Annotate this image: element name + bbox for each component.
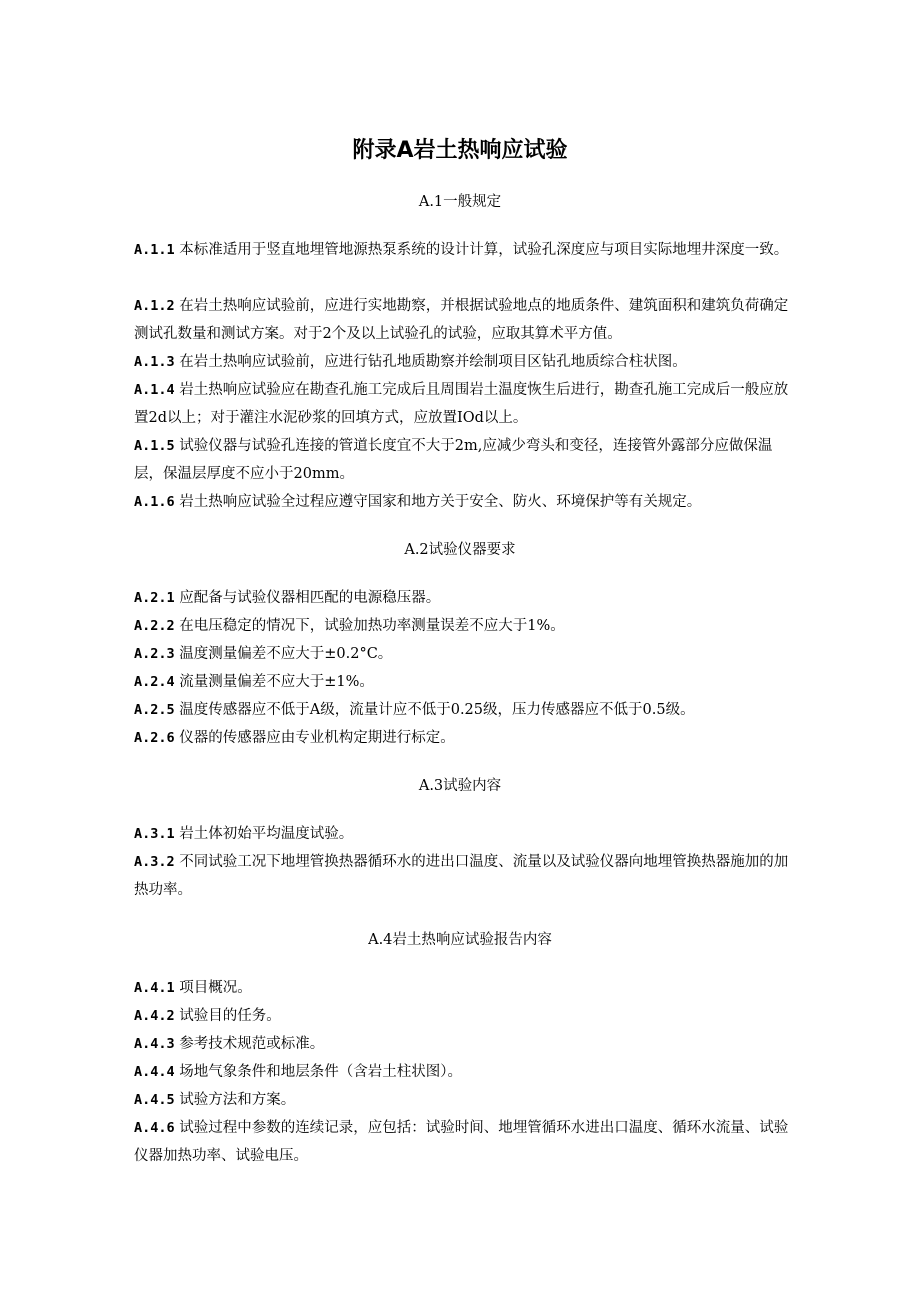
clause-text: 试验目的任务。 xyxy=(179,1008,281,1024)
clause-number: A.1.1 xyxy=(134,242,175,258)
clause-text: 试验仪器与试验孔连接的管道长度宜不大于2m,应减少弯头和变径，连接管外露部分应做保温层，保温层厚度不应小于20mm。 xyxy=(134,438,773,482)
clause-text: 应配备与试验仪器相匹配的电源稳压器。 xyxy=(179,590,441,606)
clause-number: A.4.2 xyxy=(134,1008,175,1024)
clause-number: A.1.5 xyxy=(134,438,175,454)
clause-number: A.2.1 xyxy=(134,590,175,606)
clause-a2-4 xyxy=(134,668,794,696)
clause-a1-1 xyxy=(134,236,794,264)
clause-a2-6 xyxy=(134,724,794,752)
clause-a4-3 xyxy=(134,1030,794,1058)
clause-number: A.4.4 xyxy=(134,1064,175,1080)
clause-number: A.2.2 xyxy=(134,618,175,634)
clause-text: 在岩土热响应试验前，应进行实地勘察，并根据试验地点的地质条件、建筑面积和建筑负荷确定测试孔数量和测试方案。对于2个及以上试验孔的试验，应取其算术平方值。 xyxy=(134,298,789,342)
clause-number: A.3.2 xyxy=(134,854,175,870)
clause-a1-4 xyxy=(134,376,794,432)
clause-number: A.4.1 xyxy=(134,980,175,996)
clause-text: 参考技术规范或标准。 xyxy=(179,1036,325,1052)
section-heading-a2: A.2试验仪器要求 xyxy=(404,542,516,558)
clause-text: 试验过程中参数的连续记录，应包括：试验时间、地埋管循环水进出口温度、循环水流量、试验仪器加热功率、试验电压。 xyxy=(134,1120,789,1164)
clause-text: 在岩土热响应试验前，应进行钻孔地质勘察并绘制项目区钻孔地质综合柱状图。 xyxy=(179,354,687,370)
clause-text: 本标准适用于竖直地埋管地源热泵系统的设计计算，试验孔深度应与项目实际地埋井深度一致。 xyxy=(179,242,789,258)
clause-text: 项目概况。 xyxy=(179,980,252,996)
clause-a2-5 xyxy=(134,696,794,724)
clause-a4-6 xyxy=(134,1114,794,1170)
section-heading-a3: A.3试验内容 xyxy=(418,778,502,794)
section-heading-a4: A.4岩土热响应试验报告内容 xyxy=(368,932,552,948)
clause-text: 试验方法和方案。 xyxy=(179,1092,296,1108)
clause-a1-3 xyxy=(134,348,794,376)
clause-a3-2 xyxy=(134,848,794,904)
clause-text: 在电压稳定的情况下，试验加热功率测量误差不应大于1%。 xyxy=(179,618,565,634)
clause-text: 场地气象条件和地层条件（含岩土柱状图）。 xyxy=(179,1064,462,1080)
clause-text: 岩土体初始平均温度试验。 xyxy=(179,826,354,842)
clause-text: 仪器的传感器应由专业机构定期进行标定。 xyxy=(179,730,455,746)
clause-number: A.2.5 xyxy=(134,702,175,718)
clause-a4-4 xyxy=(134,1058,794,1086)
clause-a1-2 xyxy=(134,292,794,348)
clause-number: A.1.2 xyxy=(134,298,175,314)
clause-number: A.1.4 xyxy=(134,382,175,398)
clause-number: A.2.6 xyxy=(134,730,175,746)
clause-a2-3 xyxy=(134,640,794,668)
clause-number: A.3.1 xyxy=(134,826,175,842)
clause-number: A.2.4 xyxy=(134,674,175,690)
clause-text: 流量测量偏差不应大于±1%。 xyxy=(179,674,374,690)
clause-number: A.1.3 xyxy=(134,354,175,370)
clause-a4-5 xyxy=(134,1086,794,1114)
clause-text: 温度传感器应不低于A级，流量计应不低于0.25级，压力传感器应不低于0.5级。 xyxy=(179,702,695,718)
clause-number: A.4.5 xyxy=(134,1092,175,1108)
clause-text: 岩土热响应试验全过程应遵守国家和地方关于安全、防火、环境保护等有关规定。 xyxy=(179,494,702,510)
clause-number: A.2.3 xyxy=(134,646,175,662)
clause-text: 岩土热响应试验应在勘查孔施工完成后且周围岩土温度恢生后进行，勘查孔施工完成后一般应放置2d以上；对于灌注水泥砂浆的回填方式，应放置IOd以上。 xyxy=(134,382,789,426)
clause-number: A.4.3 xyxy=(134,1036,175,1052)
document-title: 附录A岩土热响应试验 xyxy=(352,138,568,163)
clause-number: A.1.6 xyxy=(134,494,175,510)
clause-a1-6 xyxy=(134,488,794,516)
clause-a2-2 xyxy=(134,612,794,640)
clause-text: 温度测量偏差不应大于±0.2°C。 xyxy=(179,646,393,662)
clause-a4-2 xyxy=(134,1002,794,1030)
clause-text: 不同试验工况下地埋管换热器循环水的进出口温度、流量以及试验仪器向地埋管换热器施加的加热功率。 xyxy=(134,854,789,898)
clause-a4-1 xyxy=(134,974,794,1002)
clause-a2-1 xyxy=(134,584,794,612)
clause-number: A.4.6 xyxy=(134,1120,175,1136)
clause-a3-1 xyxy=(134,820,794,848)
clause-a1-5 xyxy=(134,432,794,488)
section-heading-a1: A.1一般规定 xyxy=(418,194,502,210)
